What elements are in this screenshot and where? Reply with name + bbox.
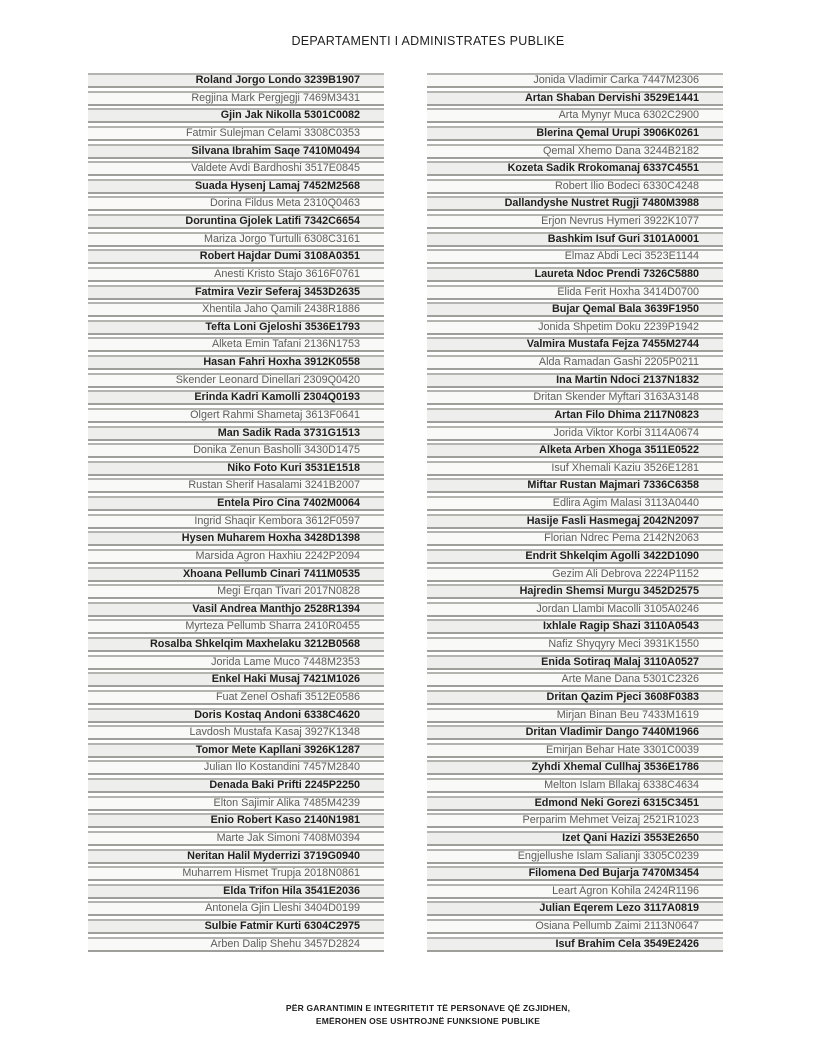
list-item: Dritan Skender Myftari 3163A3148 (427, 390, 723, 405)
list-item: Enkel Haki Musaj 7421M1026 (88, 672, 384, 687)
list-item: Elton Sajimir Alika 7485M4239 (88, 796, 384, 811)
list-item: Donika Zenun Basholli 3430D1475 (88, 443, 384, 458)
list-item: Marsida Agron Haxhiu 2242P2094 (88, 549, 384, 564)
name-list-left (88, 73, 384, 954)
list-item: Elida Ferit Hoxha 3414D0700 (427, 285, 723, 300)
list-item: Engjellushe Islam Salianji 3305C0239 (427, 849, 723, 864)
list-item: Robert Ilio Bodeci 6330C4248 (427, 179, 723, 194)
list-item: Antonela Gjin Lleshi 3404D0199 (88, 901, 384, 916)
list-item: Denada Baki Prifti 2245P2250 (88, 778, 384, 793)
list-item: Erinda Kadri Kamolli 2304Q0193 (88, 390, 384, 405)
name-list-right (427, 73, 723, 954)
list-item: Sulbie Fatmir Kurti 6304C2975 (88, 919, 384, 934)
list-item: Julian Ilo Kostandini 7457M2840 (88, 760, 384, 775)
footer-line-1: PËR GARANTIMIN E INTEGRITETIT TË PERSONAVE QË ZGJIDHEN, (285, 1003, 571, 1013)
list-item: Neritan Halil Myderrizi 3719G0940 (88, 849, 384, 864)
list-item: Izet Qani Hazizi 3553E2650 (427, 831, 723, 846)
list-item: Alketa Emin Tafani 2136N1753 (88, 337, 384, 352)
list-item: Julian Eqerem Lezo 3117A0819 (427, 901, 723, 916)
page-title: DEPARTAMENTI I ADMINISTRATES PUBLIKE (291, 34, 565, 48)
list-item: Filomena Ded Bujarja 7470M3454 (427, 866, 723, 881)
list-item: Rustan Sherif Hasalami 3241B2007 (88, 478, 384, 493)
list-item: Arta Mynyr Muca 6302C2900 (427, 108, 723, 123)
list-item: Edlira Agim Malasi 3113A0440 (427, 496, 723, 511)
list-item: Valdete Avdi Bardhoshi 3517E0845 (88, 161, 384, 176)
list-item: Enida Sotiraq Malaj 3110A0527 (427, 655, 723, 670)
list-item: Hajredin Shemsi Murgu 3452D2575 (427, 584, 723, 599)
list-item: Dallandyshe Nustret Rugji 7480M3988 (427, 196, 723, 211)
list-item: Blerina Qemal Urupi 3906K0261 (427, 126, 723, 141)
list-item: Silvana Ibrahim Saqe 7410M0494 (88, 144, 384, 159)
list-item: Doruntina Gjolek Latifi 7342C6654 (88, 214, 384, 229)
list-item: Erjon Nevrus Hymeri 3922K1077 (427, 214, 723, 229)
list-item: Fuat Zenel Oshafi 3512E0586 (88, 690, 384, 705)
list-item: Emirjan Behar Hate 3301C0039 (427, 743, 723, 758)
list-item: Alketa Arben Xhoga 3511E0522 (427, 443, 723, 458)
list-item: Melton Islam Bllakaj 6338C4634 (427, 778, 723, 793)
list-item: Muharrem Hismet Trupja 2018N0861 (88, 866, 384, 881)
list-item: Miftar Rustan Majmari 7336C6358 (427, 478, 723, 493)
list-item: Entela Piro Cina 7402M0064 (88, 496, 384, 511)
list-item: Dorina Fildus Meta 2310Q0463 (88, 196, 384, 211)
list-item: Edmond Neki Gorezi 6315C3451 (427, 796, 723, 811)
list-item: Tefta Loni Gjeloshi 3536E1793 (88, 320, 384, 335)
list-item: Marte Jak Simoni 7408M0394 (88, 831, 384, 846)
list-item: Doris Kostaq Andoni 6338C4620 (88, 708, 384, 723)
list-item: Xhentila Jaho Qamili 2438R1886 (88, 302, 384, 317)
list-item: Alda Ramadan Gashi 2205P0211 (427, 355, 723, 370)
list-item: Hasije Fasli Hasmegaj 2042N2097 (427, 514, 723, 529)
list-item: Gjin Jak Nikolla 5301C0082 (88, 108, 384, 123)
list-item: Artan Shaban Dervishi 3529E1441 (427, 91, 723, 106)
list-item: Xhoana Pellumb Cinari 7411M0535 (88, 567, 384, 582)
list-item: Endrit Shkelqim Agolli 3422D1090 (427, 549, 723, 564)
list-item: Gezim Ali Debrova 2224P1152 (427, 567, 723, 582)
list-item: Dritan Vladimir Dango 7440M1966 (427, 725, 723, 740)
list-item: Jorida Lame Muco 7448M2353 (88, 655, 384, 670)
list-item: Roland Jorgo Londo 3239B1907 (88, 73, 384, 88)
list-item: Hasan Fahri Hoxha 3912K0558 (88, 355, 384, 370)
list-item: Artan Filo Dhima 2117N0823 (427, 408, 723, 423)
list-item: Ingrid Shaqir Kembora 3612F0597 (88, 514, 384, 529)
list-item: Valmira Mustafa Fejza 7455M2744 (427, 337, 723, 352)
list-item: Vasil Andrea Manthjo 2528R1394 (88, 602, 384, 617)
list-item: Skender Leonard Dinellari 2309Q0420 (88, 373, 384, 388)
list-item: Bashkim Isuf Guri 3101A0001 (427, 232, 723, 247)
list-item: Mirjan Binan Beu 7433M1619 (427, 708, 723, 723)
list-item: Arben Dalip Shehu 3457D2824 (88, 937, 384, 952)
footer-line-2: EMËROHEN OSE USHTROJNË FUNKSIONE PUBLIKE (315, 1016, 541, 1026)
list-item: Jordan Llambi Macolli 3105A0246 (427, 602, 723, 617)
list-item: Laureta Ndoc Prendi 7326C5880 (427, 267, 723, 282)
list-item: Mariza Jorgo Turtulli 6308C3161 (88, 232, 384, 247)
list-item: Hysen Muharem Hoxha 3428D1398 (88, 531, 384, 546)
list-item: Dritan Qazim Pjeci 3608F0383 (427, 690, 723, 705)
list-item: Elda Trifon Hila 3541E2036 (88, 884, 384, 899)
list-item: Ina Martin Ndoci 2137N1832 (427, 373, 723, 388)
list-item: Isuf Xhemali Kaziu 3526E1281 (427, 461, 723, 476)
list-item: Florian Ndrec Pema 2142N2063 (427, 531, 723, 546)
list-item: Osiana Pellumb Zaimi 2113N0647 (427, 919, 723, 934)
list-item: Jonida Vladimir Carka 7447M2306 (427, 73, 723, 88)
list-item: Rosalba Shkelqim Maxhelaku 3212B0568 (88, 637, 384, 652)
list-item: Myrteza Pellumb Sharra 2410R0455 (88, 619, 384, 634)
list-item: Fatmir Sulejman Celami 3308C0353 (88, 126, 384, 141)
list-item: Ixhlale Ragip Shazi 3110A0543 (427, 619, 723, 634)
list-item: Man Sadik Rada 3731G1513 (88, 426, 384, 441)
list-item: Fatmira Vezir Seferaj 3453D2635 (88, 285, 384, 300)
list-item: Nafiz Shyqyry Meci 3931K1550 (427, 637, 723, 652)
list-item: Isuf Brahim Cela 3549E2426 (427, 937, 723, 952)
list-item: Arte Mane Dana 5301C2326 (427, 672, 723, 687)
list-item: Leart Agron Kohila 2424R1196 (427, 884, 723, 899)
list-item: Bujar Qemal Bala 3639F1950 (427, 302, 723, 317)
list-item: Elmaz Abdi Leci 3523E1144 (427, 249, 723, 264)
list-item: Niko Foto Kuri 3531E1518 (88, 461, 384, 476)
list-item: Kozeta Sadik Rrokomanaj 6337C4551 (427, 161, 723, 176)
footer (20, 1002, 816, 1028)
list-item: Anesti Kristo Stajo 3616F0761 (88, 267, 384, 282)
list-item: Jorida Viktor Korbi 3114A0674 (427, 426, 723, 441)
list-item: Regjina Mark Pergjegji 7469M3431 (88, 91, 384, 106)
list-item: Olgert Rahmi Shametaj 3613F0641 (88, 408, 384, 423)
list-item: Enio Robert Kaso 2140N1981 (88, 813, 384, 828)
list-item: Megi Erqan Tivari 2017N0828 (88, 584, 384, 599)
list-item: Robert Hajdar Dumi 3108A0351 (88, 249, 384, 264)
list-item: Zyhdi Xhemal Cullhaj 3536E1786 (427, 760, 723, 775)
list-item: Perparim Mehmet Veizaj 2521R1023 (427, 813, 723, 828)
list-item: Lavdosh Mustafa Kasaj 3927K1348 (88, 725, 384, 740)
list-item: Tomor Mete Kapllani 3926K1287 (88, 743, 384, 758)
list-item: Qemal Xhemo Dana 3244B2182 (427, 144, 723, 159)
list-item: Jonida Shpetim Doku 2239P1942 (427, 320, 723, 335)
list-item: Suada Hysenj Lamaj 7452M2568 (88, 179, 384, 194)
